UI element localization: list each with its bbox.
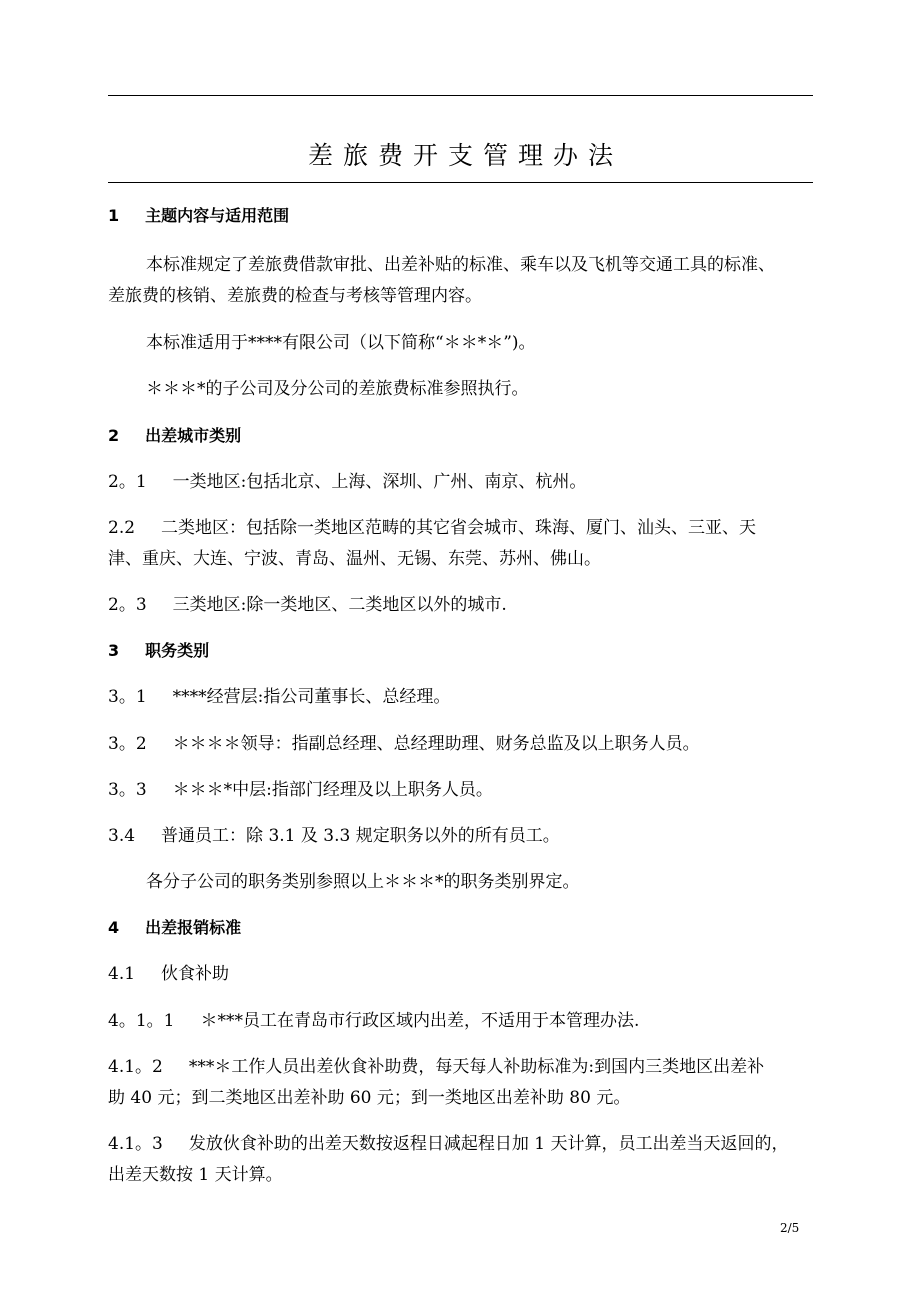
paragraph-line: 津、重庆、大连、宁波、青岛、温州、无锡、东莞、苏州、佛山。 bbox=[108, 549, 601, 569]
list-item bbox=[108, 734, 700, 754]
paragraph-line: 各分子公司的职务类别参照以上＊＊＊*的职务类别界定。 bbox=[146, 872, 580, 892]
list-item bbox=[108, 687, 450, 707]
item-number: 4。1。1 bbox=[108, 1011, 175, 1031]
item-text: 伙食补助 bbox=[161, 964, 230, 984]
section-number: 2 bbox=[108, 426, 120, 445]
item-text: ＊***员工在青岛市行政区域内出差，不适用于本管理办法. bbox=[200, 1011, 640, 1031]
list-item bbox=[108, 595, 507, 615]
item-text: 二类地区：包括除一类地区范畴的其它省会城市、珠海、厦门、汕头、三亚、天 bbox=[161, 518, 757, 538]
item-number: 3.4 bbox=[108, 826, 136, 846]
paragraph-line: 助 40 元；到二类地区出差补助 60 元；到一类地区出差补助 80 元。 bbox=[108, 1088, 631, 1108]
section-title: 出差城市类别 bbox=[145, 426, 242, 445]
item-text: ***＊工作人员出差伙食补助费，每天每人补助标准为:到国内三类地区出差补 bbox=[188, 1057, 765, 1077]
list-item bbox=[108, 472, 586, 492]
list-item bbox=[108, 826, 560, 846]
list-item bbox=[108, 1134, 788, 1154]
list-item bbox=[108, 964, 229, 984]
section-title: 出差报销标准 bbox=[145, 918, 242, 937]
item-number: 2.2 bbox=[108, 518, 136, 538]
list-item bbox=[108, 1011, 639, 1031]
item-text: 三类地区:除一类地区、二类地区以外的城市. bbox=[172, 595, 507, 615]
list-item bbox=[108, 518, 756, 538]
section-3-heading bbox=[108, 641, 209, 661]
title-underline bbox=[108, 182, 813, 183]
page-number: 2/5 bbox=[780, 1221, 800, 1235]
item-text: 发放伙食补助的出差天数按返程日减起程日加 1 天计算，员工出差当天返回的， bbox=[188, 1134, 789, 1154]
item-text: ****经营层:指公司董事长、总经理。 bbox=[172, 687, 451, 707]
list-item bbox=[108, 780, 493, 800]
item-number: 3。2 bbox=[108, 734, 147, 754]
item-number: 3。3 bbox=[108, 780, 147, 800]
paragraph-line: 出差天数按 1 天计算。 bbox=[108, 1165, 283, 1185]
item-text: ＊＊＊*中层:指部门经理及以上职务人员。 bbox=[172, 780, 493, 800]
item-text: ＊＊＊＊领导：指副总经理、总经理助理、财务总监及以上职务人员。 bbox=[172, 734, 700, 754]
section-1-heading bbox=[108, 206, 289, 226]
item-number: 4.1。2 bbox=[108, 1057, 163, 1077]
list-item bbox=[108, 1057, 764, 1077]
paragraph-line: 差旅费的核销、差旅费的检查与考核等管理内容。 bbox=[108, 286, 482, 306]
top-rule bbox=[108, 95, 813, 96]
section-number: 1 bbox=[108, 206, 120, 225]
item-number: 2。3 bbox=[108, 595, 147, 615]
item-text: 普通员工：除 3.1 及 3.3 规定职务以外的所有员工。 bbox=[161, 826, 560, 846]
section-4-heading bbox=[108, 918, 241, 938]
document-title: 差旅费开支管理办法 bbox=[307, 141, 623, 170]
section-title: 主题内容与适用范围 bbox=[145, 206, 290, 225]
paragraph-line: ＊＊＊*的子公司及分公司的差旅费标准参照执行。 bbox=[146, 379, 529, 399]
section-2-heading bbox=[108, 426, 241, 446]
item-number: 3。1 bbox=[108, 687, 147, 707]
item-number: 2。1 bbox=[108, 472, 147, 492]
item-number: 4.1 bbox=[108, 964, 136, 984]
paragraph-line: 本标准规定了差旅费借款审批、出差补贴的标准、乘车以及飞机等交通工具的标准、 bbox=[146, 255, 775, 275]
section-number: 4 bbox=[108, 918, 120, 937]
item-text: 一类地区:包括北京、上海、深圳、广州、南京、杭州。 bbox=[172, 472, 587, 492]
section-title: 职务类别 bbox=[145, 641, 210, 660]
item-number: 4.1。3 bbox=[108, 1134, 163, 1154]
paragraph-line: 本标准适用于****有限公司（以下简称“＊＊*＊”)。 bbox=[146, 333, 536, 353]
section-number: 3 bbox=[108, 641, 120, 660]
